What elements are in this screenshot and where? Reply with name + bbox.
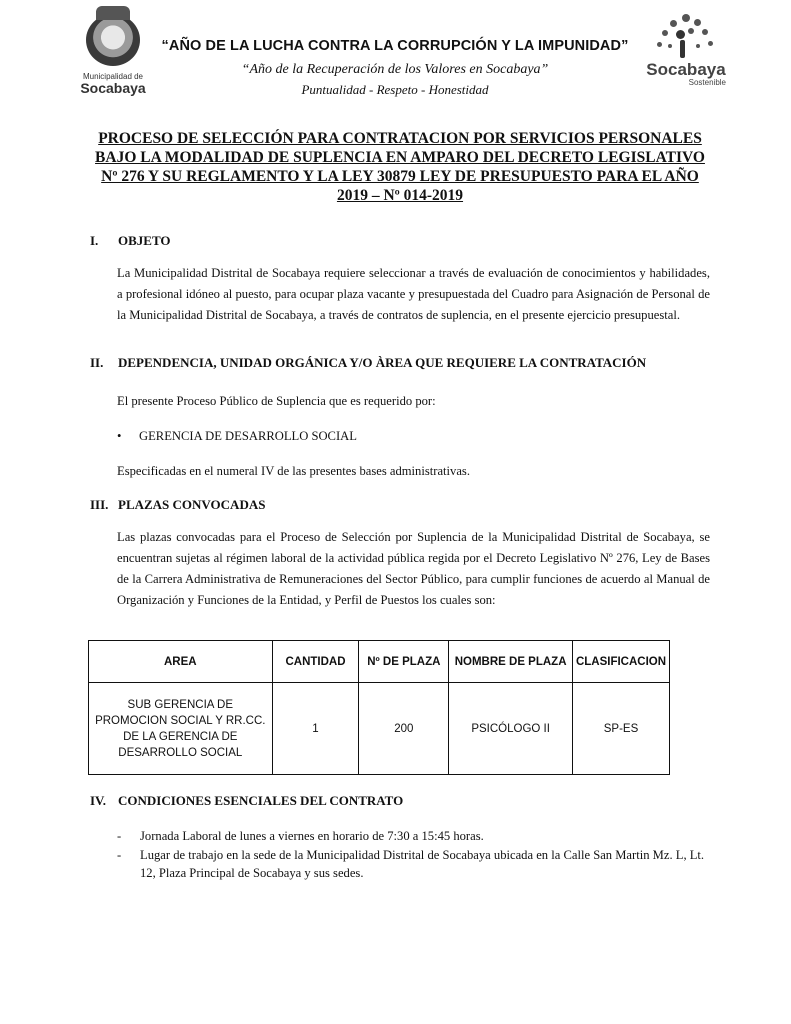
- logo-left-small-text: Municipalidad de: [82, 72, 144, 81]
- section-1-title: OBJETO: [118, 233, 171, 248]
- list-item-text: Lugar de trabajo en la sede de la Municipalidad Distrital de Socabaya ubicada en la Calle San Martin Mz. L, Lt. 12, Plaza Principal de Socabaya y sus sedes.: [140, 848, 705, 880]
- tree-figure-icon: [656, 14, 716, 60]
- area-line: DESARROLLO SOCIAL: [118, 746, 243, 759]
- section-3-heading: [90, 497, 265, 513]
- logo-right-brand: Socabaya: [646, 60, 726, 79]
- header-nombre-plaza: NOMBRE DE PLAZA: [449, 641, 573, 683]
- municipal-seal-icon: [86, 14, 140, 66]
- list-item: [117, 846, 710, 882]
- section-2-outro: Especificadas en el numeral IV de las presentes bases administrativas.: [117, 464, 470, 478]
- section-2-intro: El presente Proceso Público de Suplencia que es requerido por:: [117, 394, 436, 408]
- header-cantidad: CANTIDAD: [272, 641, 359, 683]
- motto-values: “Año de la Recuperación de los Valores en Socabaya”: [241, 62, 549, 77]
- header-clasificacion: CLASIFICACION: [573, 641, 670, 683]
- bullet-symbol: •: [117, 429, 122, 443]
- dash-symbol: -: [117, 829, 122, 843]
- section-2-bullet: [117, 429, 357, 444]
- section-4-title: CONDICIONES ESENCIALES DEL CONTRATO: [118, 793, 404, 808]
- header-area: AREA: [89, 641, 273, 683]
- area-line: PROMOCION SOCIAL Y RR.CC.: [95, 714, 266, 727]
- section-2-number: II.: [90, 355, 104, 370]
- list-item-text: Jornada Laboral de lunes a viernes en horario de 7:30 a 15:45 horas.: [140, 829, 484, 843]
- logo-left-big-text: Socabaya: [80, 80, 146, 96]
- plazas-table: [88, 640, 670, 775]
- area-line: DE LA GERENCIA DE: [123, 730, 238, 743]
- cell-clasificacion: SP-ES: [573, 683, 670, 775]
- table-row: [89, 683, 670, 775]
- header-nro-plaza: Nº DE PLAZA: [359, 641, 449, 683]
- section-3-text: Las plazas convocadas para el Proceso de Selección por Suplencia de la Municipalidad Distrital de Socabaya, se encuentran sujetas al régimen laboral de la actividad pública regida por el Decreto Legislativo Nº 276, Ley de Bases de la Carrera Administrativa de Remuneraciones del Sector Público, para cumplir funciones de acuerdo al Manual de Organización y Funciones de la Entidad, y Perfil de Puestos los cuales son:: [117, 530, 710, 607]
- section-1-text: La Municipalidad Distrital de Socabaya requiere seleccionar a través de evaluación de conocimientos y habilidades, a profesional idóneo al puesto, para ocupar plaza vacante y presupuestada del Cuadro para Asignación de Personal de la Municipalidad Distrital de Socabaya, a través de contratos de suplencia, en el presente ejercicio presupuestal.: [117, 266, 710, 322]
- section-4-number: IV.: [90, 793, 107, 808]
- section-3-number: III.: [90, 497, 109, 512]
- cell-nombre-plaza: PSICÓLOGO II: [449, 683, 573, 775]
- document-header: [0, 0, 791, 110]
- logo-right-tag: Sostenible: [688, 78, 726, 87]
- section-3-title: PLAZAS CONVOCADAS: [118, 497, 266, 512]
- section-2-title: DEPENDENCIA, UNIDAD ORGÁNICA Y/O ÀREA QUE REQUIERE LA CONTRATACIÓN: [118, 355, 647, 370]
- area-line: SUB GERENCIA DE: [127, 698, 233, 711]
- table-header-row: [89, 641, 670, 683]
- cell-cantidad: 1: [272, 683, 359, 775]
- list-item: [117, 827, 710, 845]
- section-2-bullet-text: GERENCIA DE DESARROLLO SOCIAL: [139, 429, 357, 443]
- section-4-heading: [90, 793, 403, 809]
- motto-year: “AÑO DE LA LUCHA CONTRA LA CORRUPCIÓN Y LA IMPUNIDAD”: [161, 38, 629, 54]
- motto-virtues: Puntualidad - Respeto - Honestidad: [301, 82, 489, 97]
- dash-symbol: -: [117, 848, 122, 862]
- header-mottos: [160, 38, 630, 98]
- socabaya-sostenible-logo: [640, 14, 732, 98]
- document-title: PROCESO DE SELECCIÓN PARA CONTRATACION POR SERVICIOS PERSONALES BAJO LA MODALIDAD DE SUPLENCIA EN AMPARO DEL DECRETO LEGISLATIVO Nº 276 Y SU REGLAMENTO Y LA LEY 30879 LEY DE PRESUPUESTO PARA EL AÑO 2019 – Nº 014-2019: [95, 130, 705, 204]
- section-2-heading: [90, 355, 646, 371]
- section-1-heading: [90, 233, 171, 249]
- section-1-number: I.: [90, 233, 99, 248]
- cell-nro-plaza: 200: [359, 683, 449, 775]
- municipality-logo: [70, 14, 156, 94]
- cell-area: [89, 683, 273, 775]
